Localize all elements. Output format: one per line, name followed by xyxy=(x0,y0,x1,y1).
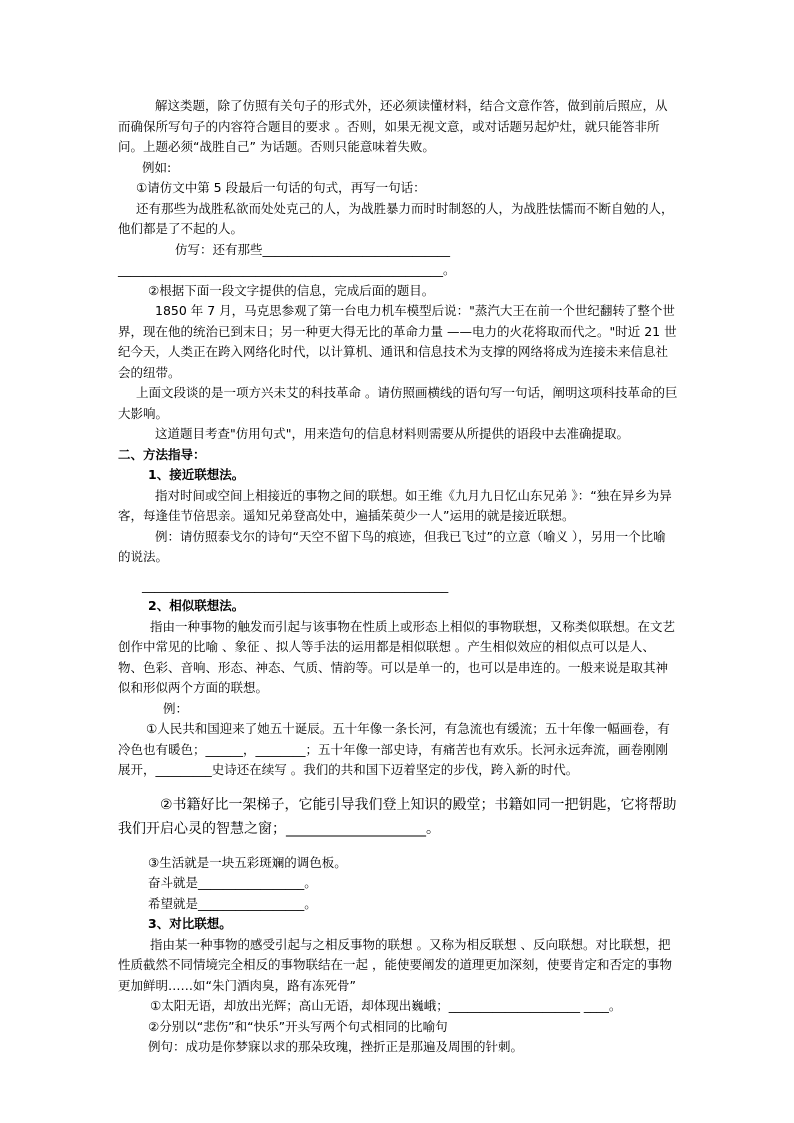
method-3-description: 指由某一种事物的感受引起与之相反事物的联想 。又称为相反联想 、反向联想。对比联想，把性质截然不同情境完全相反的事物联结在一起 ，能使要阐发的道理更加深刻，使要肯定和否定的事物更加鲜明……如“朱门酒肉臭，路有冻死骨” xyxy=(118,936,672,993)
example-heading: 例如: xyxy=(142,159,172,175)
method-3-heading: 3、对比联想。 xyxy=(148,916,232,931)
document-page xyxy=(118,96,678,1058)
method-2-exercise-3-line-1: 奋斗就是_________________。 xyxy=(148,875,317,890)
method-2-exercise-2: ②书籍好比一架梯子，它能引导我们登上知识的殿堂；书籍如同一把钥匙，它将帮助我们开启心灵的智慧之窗；____________________。 xyxy=(118,796,677,837)
section-2-heading: 二、方法指导： xyxy=(118,446,206,462)
method-3-exercise-2: ②分别以“悲伤”和“快乐”开头写两个句式相同的比喻句 xyxy=(148,1018,448,1034)
method-3-exercise-1: ①太阳无语，却放出光辉；高山无语，却体现出巍峨；_____________________ ____。 xyxy=(150,998,622,1013)
exercise-2-instruction: 上面文段谈的是一项方兴未艾的科技革命 。请仿照画横线的语句写一句话，阐明这项科技革命的巨大影响。 xyxy=(118,385,678,421)
method-1-example: 例：请仿照泰戈尔的诗句“天空不留下鸟的痕迹，但我已飞过”的立意（喻义 ），另用一个比喻的说法。 xyxy=(118,528,666,564)
method-2-exercise-1: ①人民共和国迎来了她五十诞辰。五十年像一条长河，有急流也有缓流；五十年像一幅画卷，有冷色也有暖色；______，________；五十年像一部史诗，有痛苦也有欢乐。长河永远奔流，画卷刚刚展开，_________史诗还在续写 。我们的共和国下迈着坚定的步伐，跨入新的时代。 xyxy=(118,721,670,777)
explanation-paragraph: 解这类题，除了仿照有关句子的形式外，还必须读懂材料，结合文意作答，做到前后照应，从而确保所写句子的内容符合题目的要求 。否则，如果无视文意，或对话题另起炉灶，就只能答非所问。上题必须“战胜自己” 为话题。否则只能意味着失败。 xyxy=(118,98,668,154)
method-1-description: 指对时间或空间上相接近的事物之间的联想。如王维《九月九日忆山东兄弟 》：“独在异乡为异客，每逢佳节倍思亲。遥知兄弟登高处中，遍插茱萸少一人”运用的就是接近联想。 xyxy=(118,487,672,523)
method-3-example-sentence: 例句：成功是你梦寐以求的那朵玫瑰，挫折正是那遍及周围的针刺。 xyxy=(148,1039,524,1054)
method-2-heading: 2、相似联想法。 xyxy=(148,598,245,613)
marx-quote-paragraph: 1850 年 7 月，马克思参观了第一台电力机车模型后说："蒸汽大王在前一个世纪翻转了整个世界，现在他的统治已到末日；另一种更大得无比的革命力量 ——电力的火花将取而代之。"时近 21 世纪今天，人类正在跨入网络化时代，以计算机、通讯和信息技术为支撑的网络将成为连接未来信息社会的纽带。 xyxy=(118,303,677,380)
exercise-1-prompt: ①请仿文中第 5 段最后一句话的句式，再写一句话： xyxy=(136,180,426,195)
method-1-answer-line: _________________________________________________ xyxy=(142,577,449,593)
exercise-1-source-sentence: 还有那些为战胜私欲而处处克己的人，为战胜暴力而时时制怒的人，为战胜怯懦而不断自勉的人，他们都是了不起的人。 xyxy=(118,200,674,236)
exercise-1-imitation-line: 仿写：还有那些______________________________ xyxy=(175,241,451,257)
exercise-2-note: 这道题目考查"仿用句式"，用来造句的信息材料则需要从所提供的语段中去准确提取。 xyxy=(155,426,630,441)
exercise-1-answer-line: ____________________________________________________。 xyxy=(118,262,456,277)
exercise-2-prompt: ②根据下面一段文字提供的信息，完成后面的题目。 xyxy=(148,282,435,298)
method-1-heading: 1、接近联想法。 xyxy=(148,467,245,482)
method-2-exercise-3-line-2: 希望就是_________________。 xyxy=(148,895,317,911)
method-2-description: 指由一种事物的触发而引起与该事物在性质上或形态上相似的事物联想，又称类似联想。在文艺创作中常见的比喻 、象征 、拟人等手法的运用都是相似联想 。产生相似效应的相似点可以是人、物、色彩、音响、形态、神态、气质、情韵等。可以是单一的，也可以是串连的。一般来说是取其神似和形似两个方面的联想。 xyxy=(118,618,676,695)
method-2-example-heading: 例： xyxy=(163,700,189,716)
method-2-exercise-3-prompt: ③生活就是一块五彩斑斓的调色板。 xyxy=(148,854,347,870)
